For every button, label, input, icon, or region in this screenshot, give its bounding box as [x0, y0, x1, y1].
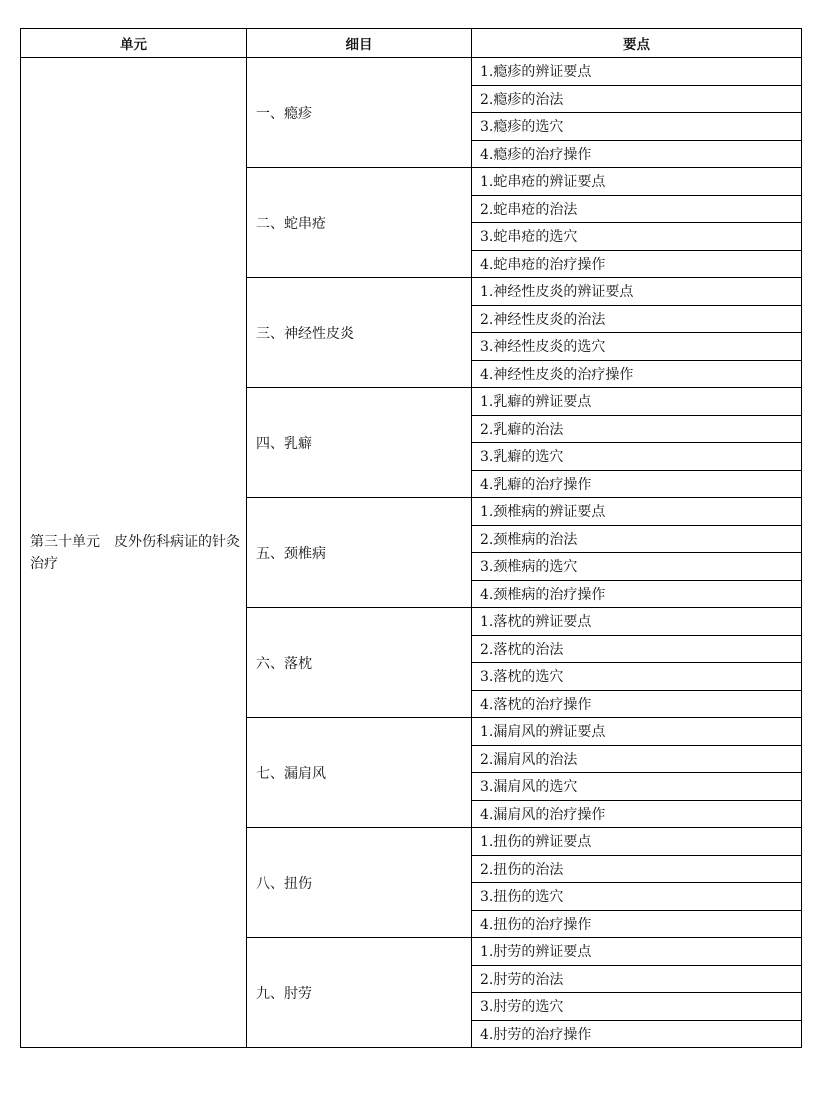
- point-cell: 2.瘾疹的治法: [472, 85, 802, 113]
- point-cell: 4.乳癖的治疗操作: [472, 470, 802, 498]
- point-cell: 3.漏肩风的选穴: [472, 773, 802, 801]
- point-cell: 4.漏肩风的治疗操作: [472, 800, 802, 828]
- point-cell: 3.落枕的选穴: [472, 663, 802, 691]
- point-cell: 2.蛇串疮的治法: [472, 195, 802, 223]
- point-cell: 2.颈椎病的治法: [472, 525, 802, 553]
- point-cell: 4.颈椎病的治疗操作: [472, 580, 802, 608]
- point-cell: 1.扭伤的辨证要点: [472, 828, 802, 856]
- point-cell: 1.落枕的辨证要点: [472, 608, 802, 636]
- item-cell: 五、颈椎病: [247, 498, 472, 608]
- point-cell: 1.瘾疹的辨证要点: [472, 58, 802, 86]
- syllabus-table: [20, 28, 802, 1048]
- item-cell: 八、扭伤: [247, 828, 472, 938]
- point-cell: 3.颈椎病的选穴: [472, 553, 802, 581]
- point-cell: 2.神经性皮炎的治法: [472, 305, 802, 333]
- item-cell: 一、瘾疹: [247, 58, 472, 168]
- point-cell: 1.乳癖的辨证要点: [472, 388, 802, 416]
- item-cell: 二、蛇串疮: [247, 168, 472, 278]
- point-cell: 3.扭伤的选穴: [472, 883, 802, 911]
- point-cell: 3.神经性皮炎的选穴: [472, 333, 802, 361]
- item-cell: 四、乳癖: [247, 388, 472, 498]
- point-cell: 4.神经性皮炎的治疗操作: [472, 360, 802, 388]
- table-body: [21, 58, 802, 1048]
- point-cell: 3.乳癖的选穴: [472, 443, 802, 471]
- point-cell: 2.扭伤的治法: [472, 855, 802, 883]
- unit-label: 第三十单元 皮外伤科病证的针灸治疗: [30, 533, 240, 572]
- point-cell: 3.瘾疹的选穴: [472, 113, 802, 141]
- point-cell: 2.漏肩风的治法: [472, 745, 802, 773]
- point-cell: 4.落枕的治疗操作: [472, 690, 802, 718]
- unit-cell: [21, 58, 247, 1048]
- table-row: [21, 58, 802, 86]
- point-cell: 2.乳癖的治法: [472, 415, 802, 443]
- point-cell: 1.颈椎病的辨证要点: [472, 498, 802, 526]
- point-cell: 1.神经性皮炎的辨证要点: [472, 278, 802, 306]
- item-cell: 三、神经性皮炎: [247, 278, 472, 388]
- point-cell: 4.扭伤的治疗操作: [472, 910, 802, 938]
- header-row: [21, 29, 802, 58]
- point-cell: 4.蛇串疮的治疗操作: [472, 250, 802, 278]
- point-cell: 2.肘劳的治法: [472, 965, 802, 993]
- header-item: 细目: [247, 29, 472, 58]
- header-unit: 单元: [21, 29, 247, 58]
- item-cell: 九、肘劳: [247, 938, 472, 1048]
- point-cell: 2.落枕的治法: [472, 635, 802, 663]
- point-cell: 4.肘劳的治疗操作: [472, 1020, 802, 1048]
- point-cell: 1.漏肩风的辨证要点: [472, 718, 802, 746]
- point-cell: 1.肘劳的辨证要点: [472, 938, 802, 966]
- item-cell: 七、漏肩风: [247, 718, 472, 828]
- point-cell: 1.蛇串疮的辨证要点: [472, 168, 802, 196]
- header-point: 要点: [472, 29, 802, 58]
- item-cell: 六、落枕: [247, 608, 472, 718]
- point-cell: 4.瘾疹的治疗操作: [472, 140, 802, 168]
- point-cell: 3.蛇串疮的选穴: [472, 223, 802, 251]
- point-cell: 3.肘劳的选穴: [472, 993, 802, 1021]
